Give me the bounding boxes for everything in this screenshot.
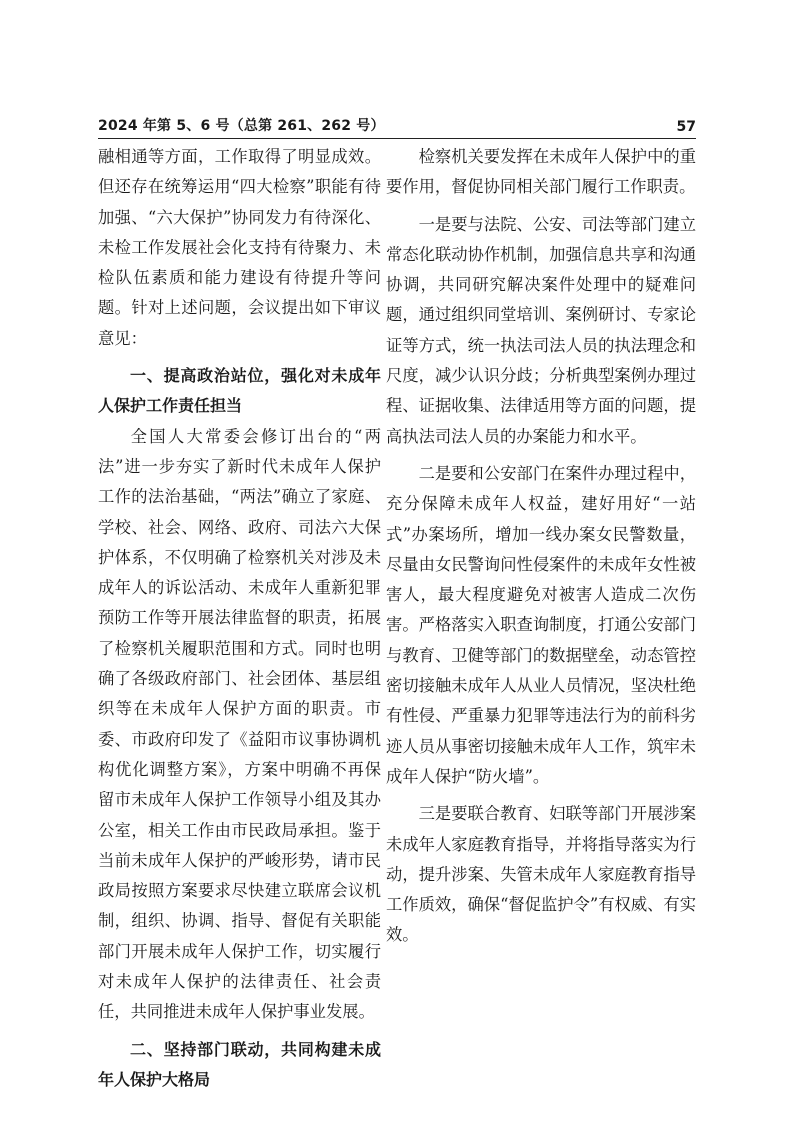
running-header [98, 116, 696, 139]
intro-paragraph: 检察机关要发挥在未成年人保护中的重要作用，督促协同相关部门履行工作职责。 [386, 147, 696, 197]
point-two-paragraph: 二是要和公安部门在案件办理过程中，充分保障未成年人权益，建好用好“一站式”办案场所，增加一线办案女民警数量，尽量由女民警询问性侵案件的未成年女性被害人，最大程度避免对被害人造成二次伤害。严格落实入职查询制度，打通公安部门与教育、卫健等部门的数据壁垒，动态管控密切接触未成年人从业人员情况，坚决杜绝有性侵、严重暴力犯罪等违法行为的前科劣迹人员从事密切接触未成年人工作，筑牢未成年人保护“防火墙”。 [386, 463, 696, 786]
left-column [98, 142, 381, 1095]
section-heading-1: 一、提高政治站位，强化对未成年人保护工作责任担当 [98, 366, 381, 416]
point-three-paragraph: 三是要联合教育、妇联等部门开展涉案未成年人家庭教育指导，并将指导落实为行动，提升涉案、失管未成年人家庭教育指导工作质效，确保“督促监护令”有权威、有实效。 [386, 804, 696, 945]
issue-label: 2024 年第 5、6 号（总第 261、262 号） [98, 118, 385, 134]
page-number: 57 [676, 119, 696, 135]
right-column [386, 142, 696, 951]
continuation-paragraph: 融相通等方面，工作取得了明显成效。但还存在统筹运用“四大检察”职能有待加强、“六大保护”协同发力有待深化、未检工作发展社会化支持有待聚力、未检队伍素质和能力建设有待提升等问题。针对上述问题，会议提出如下审议意见： [98, 147, 381, 348]
point-one-paragraph: 一是要与法院、公安、司法等部门建立常态化联动协作机制，加强信息共享和沟通协调，共同研究解决案件处理中的疑难问题，通过组织同堂培训、案例研讨、专家论证等方式，统一执法司法人员的执法理念和尺度，减少认识分歧；分析典型案例办理过程、证据收集、法律适用等方面的问题，提高执法司法人员的办案能力和水平。 [386, 214, 696, 446]
section-heading-2: 二、坚持部门联动，共同构建未成年人保护大格局 [98, 1039, 381, 1089]
body-paragraph-1: 全国人大常委会修订出台的“两法”进一步夯实了新时代未成年人保护工作的法治基础，“两法”确立了家庭、学校、社会、网络、政府、司法六大保护体系，不仅明确了检察机关对涉及未成年人的诉讼活动、未成年人重新犯罪预防工作等开展法律监督的职责，拓展了检察机关履职范围和方式。同时也明确了各级政府部门、社会团体、基层组织等在未成年人保护方面的职责。市委、市政府印发了《益阳市议事协调机构优化调整方案》，方案中明确不再保留市未成年人保护工作领导小组及其办公室，相关工作由市民政局承担。鉴于当前未成年人保护的严峻形势，请市民政局按照方案要求尽快建立联席会议机制，组织、协调、指导、督促有关职能部门开展未成年人保护工作，切实履行对未成年人保护的法律责任、社会责任，共同推进未成年人保护事业发展。 [98, 426, 381, 1022]
